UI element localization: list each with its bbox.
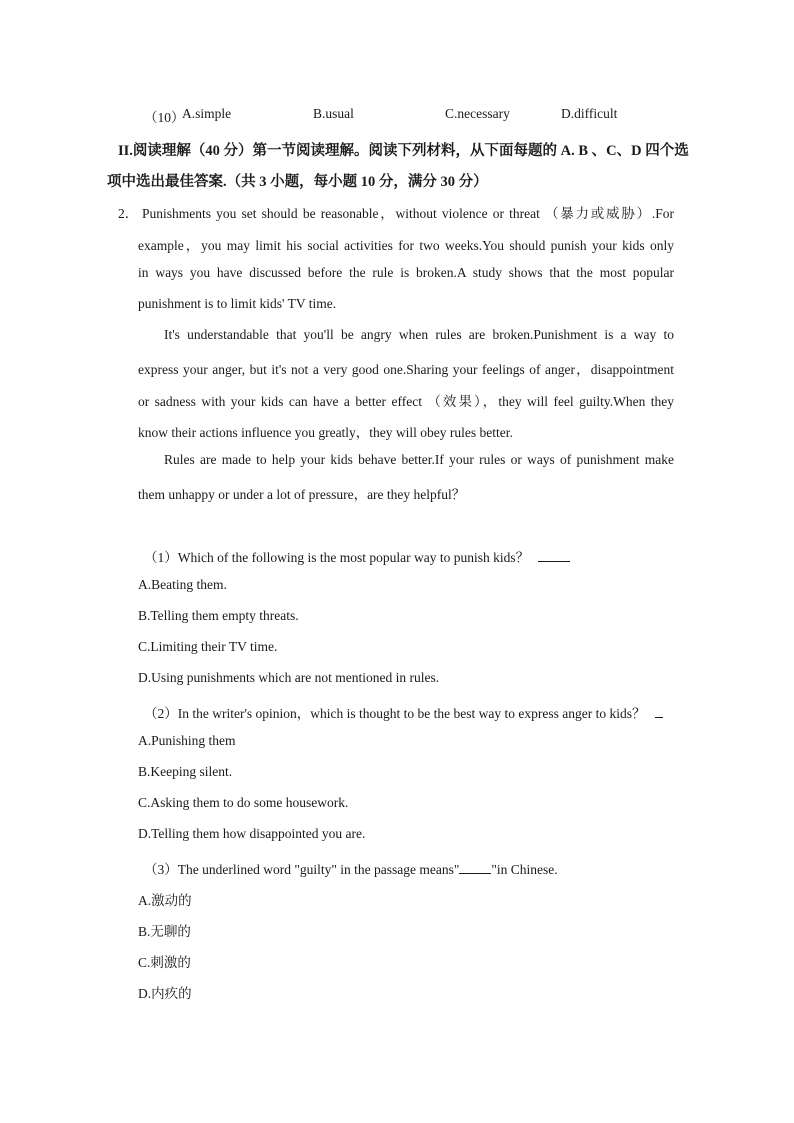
question-1-option-c: C.Limiting their TV time.: [138, 639, 278, 654]
question-3-stem: [144, 858, 558, 878]
question-3-option-a: A.激动的: [138, 893, 192, 908]
question-2-option-a: A.Punishing them: [138, 733, 236, 748]
prev-option-a: A.simple: [182, 106, 232, 121]
prev-option-b: B.usual: [313, 106, 354, 121]
section-heading-line2: 项中选出最佳答案.（共 3 小题，每小题 10 分，满分 30 分）: [107, 174, 488, 190]
prev-question-number: （10）: [144, 110, 185, 125]
question-3-option-d: D.内疚的: [138, 986, 192, 1001]
question-2-text: （2）In the writer's opinion，which is thought to be the best way to express anger to kids？: [144, 706, 646, 721]
passage-line: example，you may limit his social activities for two weeks.You should punish your kids only: [138, 238, 674, 253]
passage-line: It's understandable that you'll be angry when rules are broken.Punishment is a way to: [164, 327, 674, 342]
question-3-option-c: C.刺激的: [138, 955, 191, 970]
question-1-text: （1）Which of the following is the most popular way to punish kids？: [144, 550, 530, 565]
passage-number: 2．: [118, 206, 139, 221]
question-1-stem: [144, 546, 570, 566]
question-1-option-b: B.Telling them empty threats.: [138, 608, 299, 623]
passage-line: Punishments you set should be reasonable，without violence or threat （暴力或威胁）.For: [142, 206, 674, 221]
question-2-option-c: C.Asking them to do some housework.: [138, 795, 349, 810]
section-heading-line1: II.阅读理解（40 分）第一节阅读理解。阅读下列材料，从下面每题的 A. B 、C、D 四个选: [118, 143, 689, 159]
question-3-text-before: （3）The underlined word "guilty" in the passage means": [144, 862, 460, 877]
passage-line: punishment is to limit kids' TV time.: [138, 296, 337, 311]
passage-line: know their actions influence you greatly，they will obey rules better.: [138, 425, 513, 440]
question-2-option-d: D.Telling them how disappointed you are.: [138, 826, 366, 841]
passage-line: express your anger, but it's not a very good one.Sharing your feelings of anger，disappointment: [138, 362, 674, 377]
answer-blank[interactable]: [655, 705, 663, 718]
answer-blank[interactable]: [538, 549, 570, 562]
passage-line: in ways you have discussed before the rule is broken.A study shows that the most popular: [138, 265, 674, 280]
question-2-option-b: B.Keeping silent.: [138, 764, 233, 779]
prev-option-c: C.necessary: [445, 106, 510, 121]
question-2-stem: [144, 702, 663, 722]
question-3-option-b: B.无聊的: [138, 924, 191, 939]
passage-line: Rules are made to help your kids behave better.If your rules or ways of punishment make: [164, 452, 674, 467]
prev-option-d: D.difficult: [561, 106, 618, 121]
passage-line: or sadness with your kids can have a better effect （效果），they will feel guilty.When they: [138, 394, 674, 409]
answer-blank[interactable]: [459, 861, 491, 874]
question-3-text-after: "in Chinese.: [491, 862, 558, 877]
question-1-option-d: D.Using punishments which are not mentioned in rules.: [138, 670, 440, 685]
passage-line: them unhappy or under a lot of pressure，are they helpful？: [138, 487, 466, 502]
question-1-option-a: A.Beating them.: [138, 577, 227, 592]
